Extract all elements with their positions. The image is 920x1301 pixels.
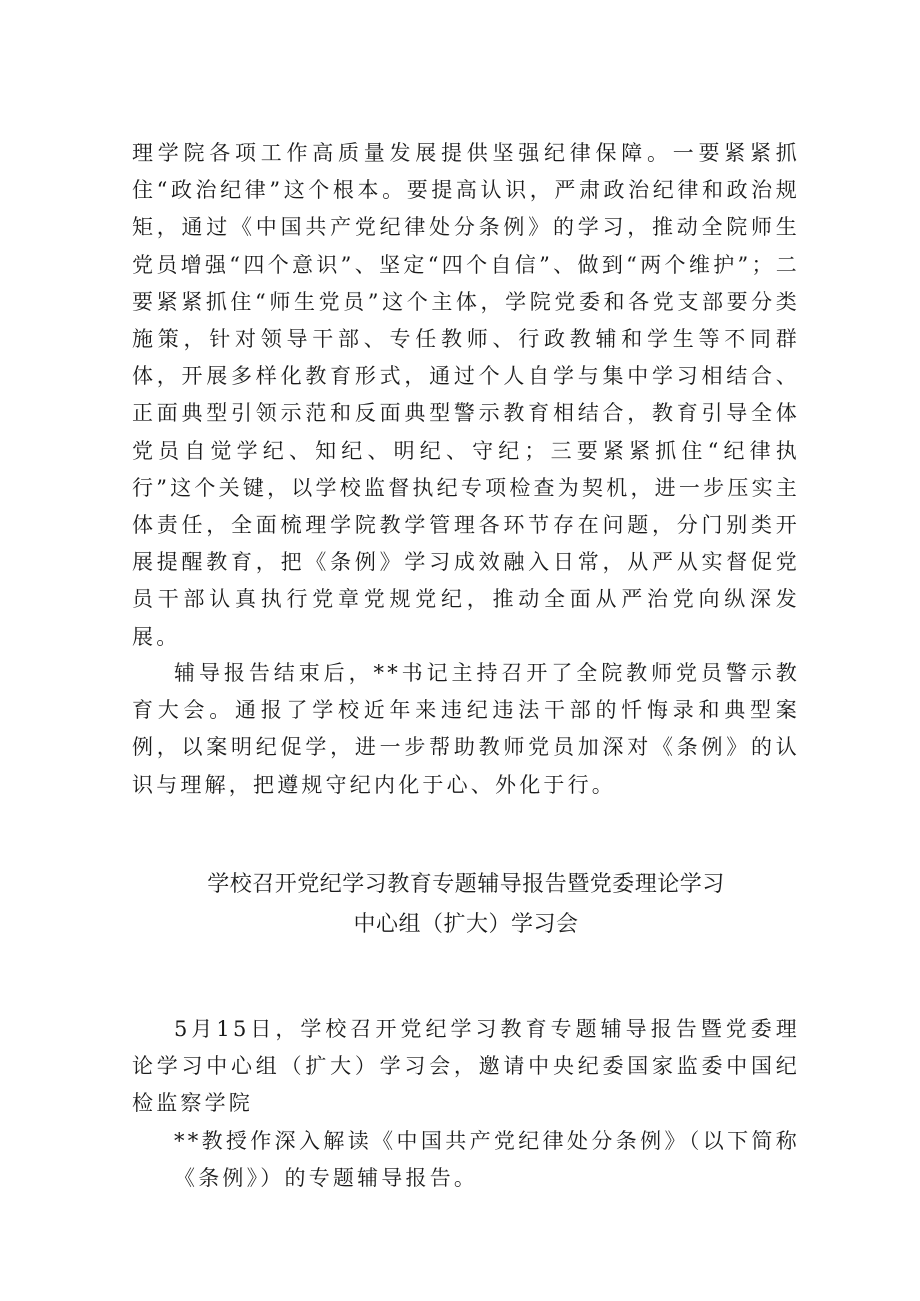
- body-paragraph-meeting-report-part-1: 5月15日，学校召开党纪学习教育专题辅导报告暨党委理论学习中心组（扩大）学习会，邀请中央纪委国家监委中国纪检监察学院: [132, 1017, 800, 1116]
- body-paragraph-discipline-measures: 理学院各项工作高质量发展提供坚强纪律保障。一要紧紧抓住“政治纪律”这个根本。要提高认识，严肃政治纪律和政治规矩，通过《中国共产党纪律处分条例》的学习，推动全院师生党员增强“四个意识”、坚定“四个自信”、做到“两个维护”；二要紧紧抓住“师生党员”这个主体，学院党委和各党支部要分类施策，针对领导干部、专任教师、行政教辅和学生等不同群体，开展多样化教育形式，通过个人自学与集中学习相结合、正面典型引领示范和反面典型警示教育相结合，教育引导全体党员自觉学纪、知纪、明纪、守纪；三要紧紧抓住“纪律执行”这个关键，以学校监督执纪专项检查为契机，进一步压实主体责任，全面梳理学院教学管理各环节存在问题，分门别类开展提醒教育，把《条例》学习成效融入日常，从严从实督促党员干部认真执行党章党规党纪，推动全面从严治党向纵深发展。: [132, 141, 800, 649]
- body-paragraph-meeting-report-part-2: **教授作深入解读《中国共产党纪律处分条例》（以下简称《条例》）的专题辅导报告。: [174, 1128, 800, 1190]
- article-heading-line-2: 中心组（扩大）学习会: [353, 912, 579, 937]
- body-paragraph-warning-education: 辅导报告结束后，**书记主持召开了全院教师党员警示教育大会。通报了学校近年来违纪违法干部的忏悔录和典型案例，以案明纪促学，进一步帮助教师党员加深对《条例》的认识与理解，把遵规守纪内化于心、外化于行。: [132, 661, 800, 797]
- body-paragraph-meeting-report: [132, 1011, 800, 1197]
- article-heading-line-1: 学校召开党纪学习教育专题辅导报告暨党委理论学习: [207, 872, 725, 897]
